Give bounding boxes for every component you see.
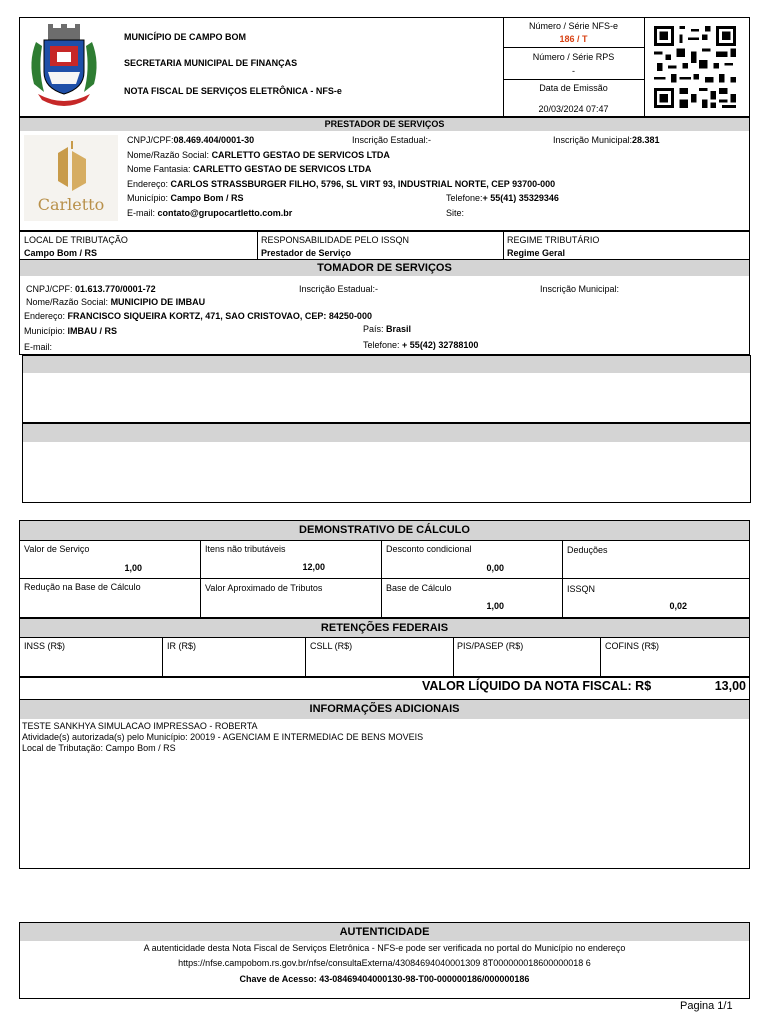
pis-label: PIS/PASEP (R$) xyxy=(457,641,524,651)
company-logo xyxy=(24,135,118,221)
valor-liquido-label: VALOR LÍQUIDO DA NOTA FISCAL: R$ xyxy=(422,679,652,693)
valor-servico-value: 1,00 xyxy=(124,563,142,573)
reducao-label: Redução na Base de Cálculo xyxy=(24,582,141,592)
autenticidade-title: AUTENTICIDADE xyxy=(20,923,749,941)
local-value: Campo Bom / RS xyxy=(24,248,98,258)
nfse-title: NOTA FISCAL DE SERVIÇOS ELETRÔNICA - NFS-e xyxy=(124,86,342,96)
divider xyxy=(381,540,382,618)
local-label: LOCAL DE TRIBUTAÇÃO xyxy=(24,235,128,245)
tomador-municipio: Município: IMBAU / RS xyxy=(24,326,118,336)
emissao-label: Data de Emissão xyxy=(539,83,608,93)
itens-label: Itens não tributáveis xyxy=(205,544,286,554)
issqn-value: 0,02 xyxy=(669,601,687,611)
prestador-title: PRESTADOR DE SERVIÇOS xyxy=(20,118,749,131)
divider xyxy=(503,79,644,80)
prestador-razao: Nome/Razão Social: CARLETTO GESTAO DE SERVICOS LTDA xyxy=(127,150,390,160)
info-line-3: Local de Tributação: Campo Bom / RS xyxy=(22,743,176,753)
cofins-label: COFINS (R$) xyxy=(605,641,659,651)
desconto-label: Desconto condicional xyxy=(386,544,472,554)
issqn-label: ISSQN xyxy=(567,584,596,594)
retencoes-title: RETENÇÕES FEDERAIS xyxy=(20,619,749,637)
divider xyxy=(503,231,504,260)
page-number: Pagina 1/1 xyxy=(680,1000,733,1012)
divider xyxy=(200,540,201,618)
prestador-email: E-mail: contato@grupocartletto.com.br xyxy=(127,208,293,218)
tomador-pais: País: Brasil xyxy=(363,324,412,334)
calculo-title: DEMONSTRATIVO DE CÁLCULO xyxy=(20,521,749,540)
valor-liquido-value: 13,00 xyxy=(714,679,746,693)
ir-label: IR (R$) xyxy=(167,641,196,651)
prestador-endereco: Endereço: CARLOS STRASSBURGER FILHO, 5796, SL VIRT 93, INDUSTRIAL NORTE, CEP 93700-000 xyxy=(127,179,556,189)
divider xyxy=(749,677,750,700)
prestador-fantasia: Nome Fantasia: CARLETTO GESTAO DE SERVICOS LTDA xyxy=(127,164,372,174)
divider xyxy=(257,231,258,260)
prestador-im: Inscrição Municipal:28.381 xyxy=(553,135,660,145)
rps-value: - xyxy=(572,66,575,76)
carletto-logo-icon xyxy=(54,141,90,193)
divider xyxy=(600,637,601,677)
divider xyxy=(19,677,20,700)
logo-text: Carletto xyxy=(37,195,105,214)
emissao-value: 20/03/2024 07:47 xyxy=(538,104,609,114)
prestador-cnpj: CNPJ/CPF:08.469.404/0001-30 xyxy=(127,135,255,145)
empty-section-2-bar xyxy=(23,424,750,442)
chave-acesso: Chave de Acesso: 43-08469404000130-98-T00-000000186/000000186 xyxy=(239,974,530,984)
tomador-ie: Inscrição Estadual:- xyxy=(299,284,379,294)
deducoes-label: Deduções xyxy=(567,545,608,555)
divider xyxy=(19,677,750,678)
autenticidade-line-1: A autenticidade desta Nota Fiscal de Serviços Eletrônica - NFS-e pode ser verificada no portal do Município no endereço xyxy=(143,943,626,953)
autenticidade-url[interactable]: https://nfse.campobom.rs.gov.br/nfse/consultaExterna/43084694040001309 8T000000018600000018 6 xyxy=(178,958,591,968)
inss-label: INSS (R$) xyxy=(24,641,66,651)
info-line-1: TESTE SANKHYA SIMULACAO IMPRESSAO - ROBERTA xyxy=(22,721,258,731)
secretaria-title: SECRETARIA MUNICIPAL DE FINANÇAS xyxy=(124,58,298,68)
informacoes-title: INFORMAÇÕES ADICIONAIS xyxy=(20,700,749,719)
tomador-im: Inscrição Municipal: xyxy=(540,284,620,294)
divider xyxy=(162,637,163,677)
tomador-endereco: Endereço: FRANCISCO SIQUEIRA KORTZ, 471, SAO CRISTOVAO, CEP: 84250-000 xyxy=(24,311,372,321)
prestador-telefone: Telefone:+ 55(41) 35329346 xyxy=(446,193,559,203)
prestador-site: Site: xyxy=(446,208,465,218)
aprox-label: Valor Aproximado de Tributos xyxy=(205,583,323,593)
coat-of-arms-icon xyxy=(24,22,104,108)
divider xyxy=(562,540,563,618)
numero-label: Número / Série NFS-e xyxy=(528,21,619,31)
divider xyxy=(453,637,454,677)
itens-value: 12,00 xyxy=(302,562,325,572)
tomador-razao: Nome/Razão Social: MUNICIPIO DE IMBAU xyxy=(26,297,206,307)
divider xyxy=(19,578,750,579)
divider xyxy=(305,637,306,677)
desconto-value: 0,00 xyxy=(486,563,504,573)
rps-label: Número / Série RPS xyxy=(532,52,615,62)
valor-servico-label: Valor de Serviço xyxy=(24,544,90,554)
divider xyxy=(503,47,644,48)
csll-label: CSLL (R$) xyxy=(310,641,353,651)
prestador-municipio: Município: Campo Bom / RS xyxy=(127,193,244,203)
regime-label: REGIME TRIBUTÁRIO xyxy=(507,235,600,245)
divider xyxy=(19,637,750,638)
tomador-cnpj: CNPJ/CPF: 01.613.770/0001-72 xyxy=(26,284,156,294)
regime-value: Regime Geral xyxy=(507,248,566,258)
divider xyxy=(19,540,750,541)
base-value: 1,00 xyxy=(486,601,504,611)
qr-code-icon xyxy=(652,26,738,108)
tomador-telefone: Telefone: + 55(42) 32788100 xyxy=(363,340,479,350)
tomador-email: E-mail: xyxy=(24,342,53,352)
numero-value: 186 / T xyxy=(559,34,588,44)
resp-label: RESPONSABILIDADE PELO ISSQN xyxy=(261,235,410,245)
divider xyxy=(644,17,645,117)
info-line-2: Atividade(s) autorizada(s) pelo Município: 20019 - AGENCIAM E INTERMEDIAC DE BENS MOVEIS xyxy=(22,732,424,742)
resp-value: Prestador de Serviço xyxy=(261,248,352,258)
base-label: Base de Cálculo xyxy=(386,583,452,593)
prestador-ie: Inscrição Estadual:- xyxy=(352,135,432,145)
empty-section-1-bar xyxy=(23,356,750,373)
municipio-title: MUNICÍPIO DE CAMPO BOM xyxy=(124,32,247,42)
tomador-title: TOMADOR DE SERVIÇOS xyxy=(20,260,749,276)
